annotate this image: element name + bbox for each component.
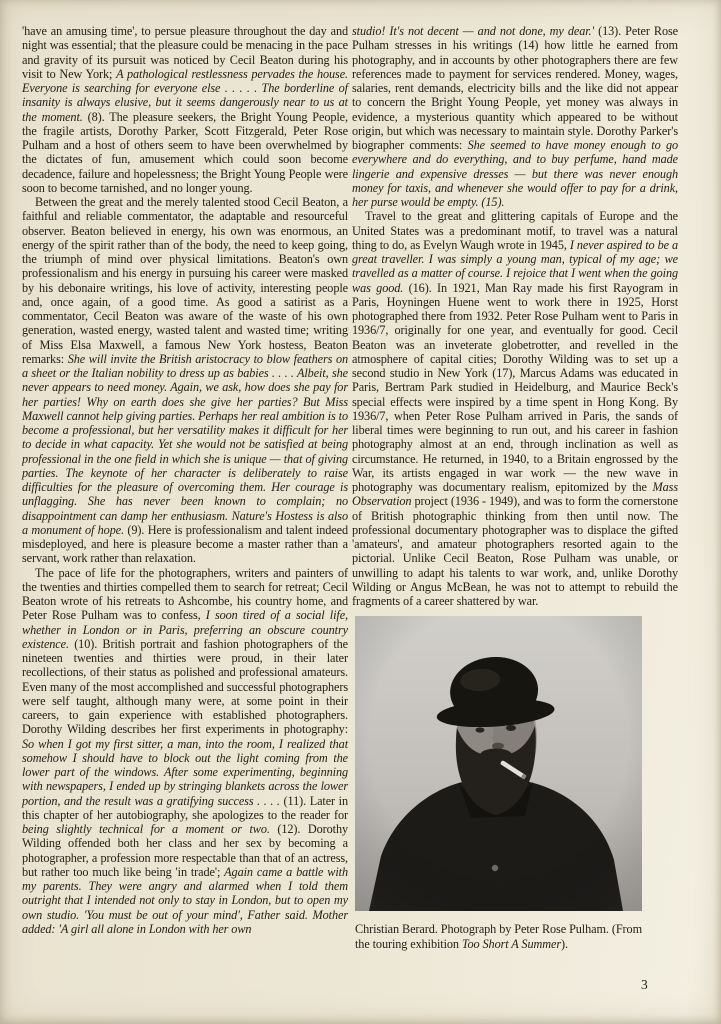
text-column-left <box>22 24 348 936</box>
body-paragraph: studio! It's not decent — and not done, my dear.' (13). Peter Rose Pulham stresses in his writings (14) how little he earned from photography, and in accounts by other photographers there are few references made to payment for services rendered. Money, wages, salaries, rent demands, electricity bills and the like did not appear to concern the Bright Young People, yet money was always in evidence, a mysterious quantity which appeared to be without origin, but which was necessary to maintain style. Dorothy Parker's biographer comments: She seemed to have money enough to go everywhere and do everything, and to buy perfume, hand made lingerie and expensive dresses — but there was never enough money for taxis, and whenever she would offer to pay for a drink, her purse would be empty. (15). <box>352 24 678 209</box>
text-column-right <box>352 24 678 951</box>
body-paragraph: The pace of life for the photographers, writers and painters of the twenties and thirties compelled them to search for retreat; Cecil Beaton wrote of his retreats to Ashcombe, his country home, and Peter Rose Pulham was to confess, I soon tired of a social life, whether in London or in Paris, preferring an obscure country existence. (10). British portrait and fashion photographers of the nineteen twenties and thirties were proud, in their later recollections, of their status as polished and professional amateurs. Even many of the most accomplished and successful photographers were self taught, although many were, at some point in their careers, to gain experience with established photographers. Dorothy Wilding describes her first experiments in photography: So when I got my first sitter, a man, into the room, I realized that somehow I should have to block out the light coming from the lower part of the windows. After some experimenting, beginning with newspapers, I ended up by stringing blankets across the lower portion, and the result was a gratifying success . . . . (11). Later in this chapter of her autobiography, she apologizes to the reader for being slightly technical for a moment or two. (12). Dorothy Wilding offended both her class and her sex by becoming a photographer, a profession more respectable than that of an actress, but rather too much like being 'in trade'; Again came a battle with my parents. They were angry and alarmed when I told them outright that I intended not only to stay in London, but to open my own studio. 'You must be out of your mind', Father said. Mother added: 'A girl all alone in London with her own <box>22 565 348 936</box>
portrait-figure <box>355 616 642 951</box>
body-paragraph: 'have an amusing time', to persue pleasure throughout the day and night was essential; that the pleasure could be menacing in the pace and gravity of its pursuit was noticed by Cecil Beaton during his visit to New York; A pathological restlessness pervades the house. Everyone is searching for everyone else . . . . . The borderline of insanity is always elusive, but it seems dangerously near to us at the moment. (8). The pleasure seekers, the Bright Young People, the fragile artists, Dorothy Parker, Scott Fitzgerald, Peter Rose Pulham and a host of others seem to have been overwhelmed by the dictates of fun, amusement which could soon become decadence, failure and hopelessness; the Bright Young People were soon to become tarnished, and no longer young. <box>22 24 348 195</box>
portrait-photo-illustration <box>355 616 642 911</box>
page-number: 3 <box>641 977 649 992</box>
figure-caption: Christian Berard. Photograph by Peter Rose Pulham. (From the touring exhibition Too Short A Summer). <box>355 922 642 951</box>
body-paragraph: Travel to the great and glittering capitals of Europe and the United States was a predominant motif, to travel was a natural thing to do, as Evelyn Waugh wrote in 1945, I never aspired to be a great traveller. I was simply a young man, typical of my age; we travelled as a matter of course. I rejoice that I went when the going was good. (16). In 1921, Man Ray made his first Rayogram in Paris, Hoyningen Huene went to work there in 1925, Horst photographed there from 1932. Peter Rose Pulham went to Paris in 1936/7, originally for one year, and eventually for good. Cecil Beaton was an inveterate globetrotter, and revelled in the atmosphere of capital cities; Dorothy Wilding was to set up a second studio in New York (17), Marcus Adams was educated in Paris, Bertram Park studied in Heidelburg, and Maurice Beck's special effects were inspired by a time spent in Hong Kong. By 1936/7, when Peter Rose Pulham arrived in Paris, the sands of liberal times were beginning to run out, and his career in fashion photography almost at an end, through inclination as well as circumstance. He returned, in 1940, to a Britain engrossed by the War, its artists engaged in war work — the new wave in photography was documentary realism, epitomized by the Mass Observation project (1936 - 1949), and was to form the cornerstone of British photographic thinking from then until now. The professional documentary photographer was to displace the gifted 'amateurs', and amateur photographers resorted again to the pictorial. Unlike Cecil Beaton, Rose Pulham was unable, or unwilling to adapt his talents to war work, and, unlike Dorothy Wilding or Angus McBean, he was not to attempt to rebuild the fragments of a career shattered by war. <box>352 209 679 608</box>
body-paragraph: Between the great and the merely talented stood Cecil Beaton, a faithful and reliable commentator, the adaptable and resourceful observer. Beaton believed in energy, his own was enormous, an energy of the spirit rather than of the body, the need to keep going, the triumph of mind over physical limitations. Beaton's own professionalism and his energy in pursuing his career were masked by his debonaire writings, his love of activity, interesting people and, once again, of a good time. As good a satirist as a commentator, Cecil Beaton was aware of the waste of his own generation, wasted energy, wasted talent and wasted time; writing of Miss Elsa Maxwell, a famous New York hostess, Beaton remarks: She will invite the British aristocracy to blow feathers on a sheet or the Italian nobility to dress up as babies . . . . Albeit, she never appears to need money. Again, we ask, how does she pay for her parties! Why on earth does she give her parties? But Miss Maxwell cannot help giving parties. Perhaps her real ambition is to become a professional, but her versatility makes it difficult for her to decide in what capacity. Yet she would not be satisfied at being professional in the one field in which she is unique — that of giving parties. The keynote of her character is deliberately to raise difficulties for the pleasure of overcoming them. Her courage is unflagging. She has never been known to complain; no disappointment can damp her enthusiasm. Nature's Hostess is also a monument of hope. (9). Here is professionalism and talent indeed misdeployed, and here is pleasure become a master rather than a servant, work rather than relaxation. <box>22 195 349 566</box>
photo-vignette <box>355 616 642 911</box>
